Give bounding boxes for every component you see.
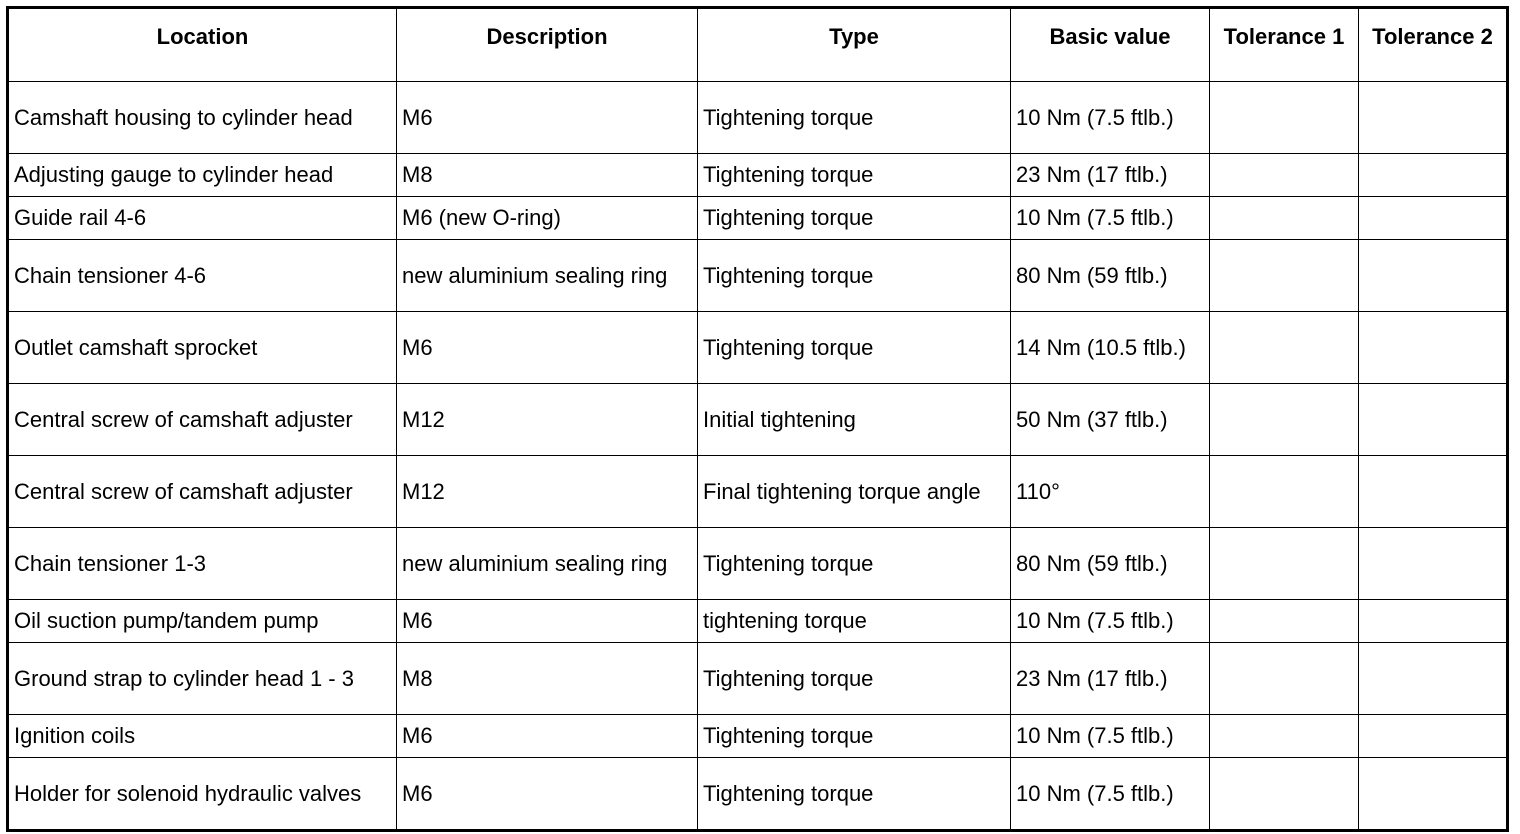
cell-location: Ignition coils [8, 715, 397, 758]
table-row [8, 528, 1508, 600]
torque-spec-table [6, 6, 1509, 832]
table-row [8, 82, 1508, 154]
table-row [8, 312, 1508, 384]
cell-type: Initial tightening [698, 384, 1011, 456]
cell-type: Tightening torque [698, 312, 1011, 384]
table-row [8, 456, 1508, 528]
cell-description: M8 [397, 154, 698, 197]
cell-location: Chain tensioner 4-6 [8, 240, 397, 312]
cell-description: M12 [397, 456, 698, 528]
cell-location: Outlet camshaft sprocket [8, 312, 397, 384]
cell-basic-value: 80 Nm (59 ftlb.) [1011, 240, 1210, 312]
cell-description: M6 [397, 758, 698, 831]
cell-type: Tightening torque [698, 715, 1011, 758]
cell-tolerance-2 [1359, 456, 1508, 528]
table-row [8, 758, 1508, 831]
cell-tolerance-1 [1210, 758, 1359, 831]
cell-type: Tightening torque [698, 197, 1011, 240]
cell-tolerance-1 [1210, 456, 1359, 528]
cell-tolerance-1 [1210, 82, 1359, 154]
table-row [8, 197, 1508, 240]
cell-location: Central screw of camshaft adjuster [8, 456, 397, 528]
cell-description: M6 [397, 715, 698, 758]
cell-tolerance-1 [1210, 312, 1359, 384]
cell-type: Tightening torque [698, 240, 1011, 312]
cell-tolerance-2 [1359, 600, 1508, 643]
table-row [8, 384, 1508, 456]
cell-basic-value: 50 Nm (37 ftlb.) [1011, 384, 1210, 456]
cell-tolerance-2 [1359, 240, 1508, 312]
cell-tolerance-1 [1210, 240, 1359, 312]
cell-location: Ground strap to cylinder head 1 - 3 [8, 643, 397, 715]
cell-basic-value: 110° [1011, 456, 1210, 528]
cell-description: M6 (new O-ring) [397, 197, 698, 240]
cell-tolerance-2 [1359, 643, 1508, 715]
cell-basic-value: 10 Nm (7.5 ftlb.) [1011, 715, 1210, 758]
cell-tolerance-1 [1210, 197, 1359, 240]
cell-basic-value: 23 Nm (17 ftlb.) [1011, 154, 1210, 197]
cell-tolerance-1 [1210, 384, 1359, 456]
cell-location: Holder for solenoid hydraulic valves [8, 758, 397, 831]
cell-tolerance-2 [1359, 154, 1508, 197]
cell-tolerance-1 [1210, 715, 1359, 758]
cell-type: Tightening torque [698, 82, 1011, 154]
cell-tolerance-1 [1210, 154, 1359, 197]
cell-tolerance-1 [1210, 643, 1359, 715]
cell-tolerance-1 [1210, 528, 1359, 600]
torque-spec-sheet [6, 6, 1506, 828]
cell-type: Tightening torque [698, 643, 1011, 715]
cell-tolerance-2 [1359, 715, 1508, 758]
cell-type: Tightening torque [698, 528, 1011, 600]
cell-type: Final tightening torque angle [698, 456, 1011, 528]
cell-tolerance-2 [1359, 82, 1508, 154]
header-basic-value: Basic value [1011, 8, 1210, 82]
cell-location: Guide rail 4-6 [8, 197, 397, 240]
cell-location: Central screw of camshaft adjuster [8, 384, 397, 456]
table-row [8, 154, 1508, 197]
cell-basic-value: 23 Nm (17 ftlb.) [1011, 643, 1210, 715]
table-row [8, 240, 1508, 312]
cell-description: M6 [397, 82, 698, 154]
cell-basic-value: 80 Nm (59 ftlb.) [1011, 528, 1210, 600]
header-row [8, 8, 1508, 82]
cell-tolerance-2 [1359, 312, 1508, 384]
cell-basic-value: 10 Nm (7.5 ftlb.) [1011, 758, 1210, 831]
table-row [8, 600, 1508, 643]
cell-description: new aluminium sealing ring [397, 528, 698, 600]
cell-basic-value: 10 Nm (7.5 ftlb.) [1011, 197, 1210, 240]
cell-description: M12 [397, 384, 698, 456]
table-row [8, 643, 1508, 715]
cell-tolerance-2 [1359, 528, 1508, 600]
cell-type: tightening torque [698, 600, 1011, 643]
cell-tolerance-2 [1359, 384, 1508, 456]
header-description: Description [397, 8, 698, 82]
cell-description: M8 [397, 643, 698, 715]
cell-tolerance-2 [1359, 197, 1508, 240]
header-location: Location [8, 8, 397, 82]
header-tolerance-2: Tolerance 2 [1359, 8, 1508, 82]
cell-location: Camshaft housing to cylinder head [8, 82, 397, 154]
cell-basic-value: 10 Nm (7.5 ftlb.) [1011, 600, 1210, 643]
cell-tolerance-2 [1359, 758, 1508, 831]
header-type: Type [698, 8, 1011, 82]
cell-basic-value: 14 Nm (10.5 ftlb.) [1011, 312, 1210, 384]
cell-location: Chain tensioner 1-3 [8, 528, 397, 600]
table-row [8, 715, 1508, 758]
cell-basic-value: 10 Nm (7.5 ftlb.) [1011, 82, 1210, 154]
cell-type: Tightening torque [698, 758, 1011, 831]
cell-tolerance-1 [1210, 600, 1359, 643]
cell-location: Adjusting gauge to cylinder head [8, 154, 397, 197]
header-tolerance-1: Tolerance 1 [1210, 8, 1359, 82]
cell-type: Tightening torque [698, 154, 1011, 197]
cell-description: M6 [397, 312, 698, 384]
cell-location: Oil suction pump/tandem pump [8, 600, 397, 643]
cell-description: new aluminium sealing ring [397, 240, 698, 312]
cell-description: M6 [397, 600, 698, 643]
